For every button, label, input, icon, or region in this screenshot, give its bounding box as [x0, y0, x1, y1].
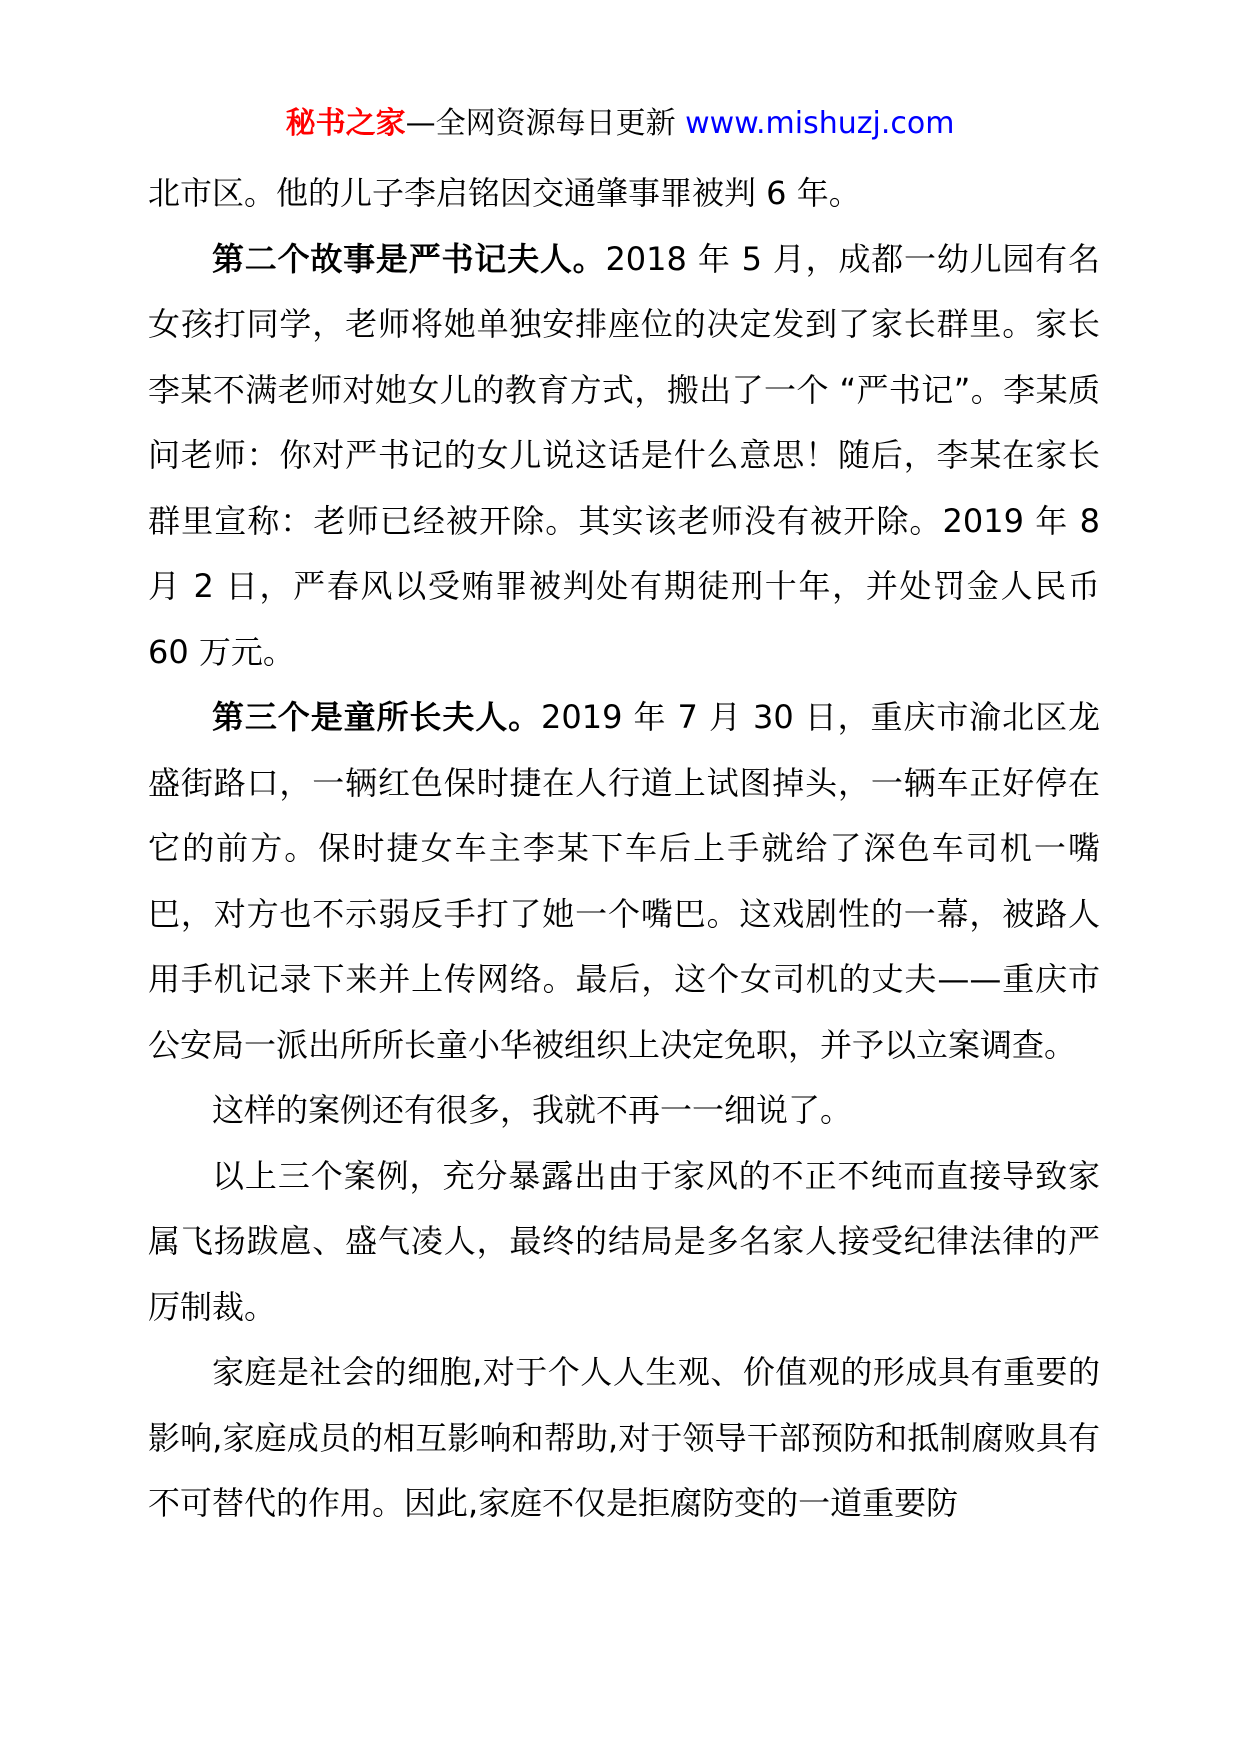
paragraph-family	[148, 1340, 1100, 1537]
paragraph-continuation	[148, 161, 1100, 227]
paragraph-text: 2018 年 5 月，成都一幼儿园有名女孩打同学，老师将她单独安排座位的决定发到了家长群里。家长李某不满老师对她女儿的教育方式，搬出了一个 “严书记”。李某质问老师：你对严书记的女儿说这话是什么意思！随后，李某在家长群里宣称：老师已经被开除。其实该老师没有被开除。2019 年 8 月 2 日，严春风以受贿罪被判处有期徒刑十年，并处罚金人民币 60 万元。	[148, 239, 1100, 671]
paragraph-summary	[148, 1144, 1100, 1341]
paragraph-story-three	[148, 685, 1100, 1078]
document-body	[148, 161, 1100, 1537]
paragraph-text: 这样的案例还有很多，我就不再一一细说了。	[212, 1091, 853, 1129]
brand-name: 秘书之家	[285, 106, 406, 141]
paragraph-text: 北市区。他的儿子李启铭因交通肇事罪被判 6 年。	[148, 174, 861, 212]
paragraph-story-two	[148, 227, 1100, 686]
header-tagline: —全网资源每日更新	[405, 106, 686, 141]
paragraph-text: 以上三个案例，充分暴露出由于家风的不正不纯而直接导致家属飞扬跋扈、盛气凌人，最终的结局是多名家人接受纪律法律的严厉制裁。	[148, 1156, 1100, 1326]
paragraph-lead: 第二个故事是严书记夫人。	[212, 239, 606, 278]
paragraph-more-cases	[148, 1078, 1100, 1144]
paragraph-lead: 第三个是童所长夫人。	[212, 698, 542, 736]
paragraph-text: 家庭是社会的细胞,对于个人人生观、价值观的形成具有重要的影响,家庭成员的相互影响和帮助,对于领导干部预防和抵制腐败具有不可替代的作用。因此,家庭不仅是拒腐防变的一道重要防	[148, 1353, 1100, 1522]
page-header	[0, 104, 1240, 144]
paragraph-text: 2019 年 7 月 30 日，重庆市渝北区龙盛街路口，一辆红色保时捷在人行道上试图掉头，一辆车正好停在它的前方。保时捷女车主李某下车后上手就给了深色车司机一嘴巴，对方也不示弱反手打了她一个嘴巴。这戏剧性的一幕，被路人用手机记录下来并上传网络。最后，这个女司机的丈夫——重庆市公安局一派出所所长童小华被组织上决定免职，并予以立案调查。	[148, 698, 1100, 1064]
header-url[interactable]: www.mishuzj.com	[685, 106, 955, 141]
